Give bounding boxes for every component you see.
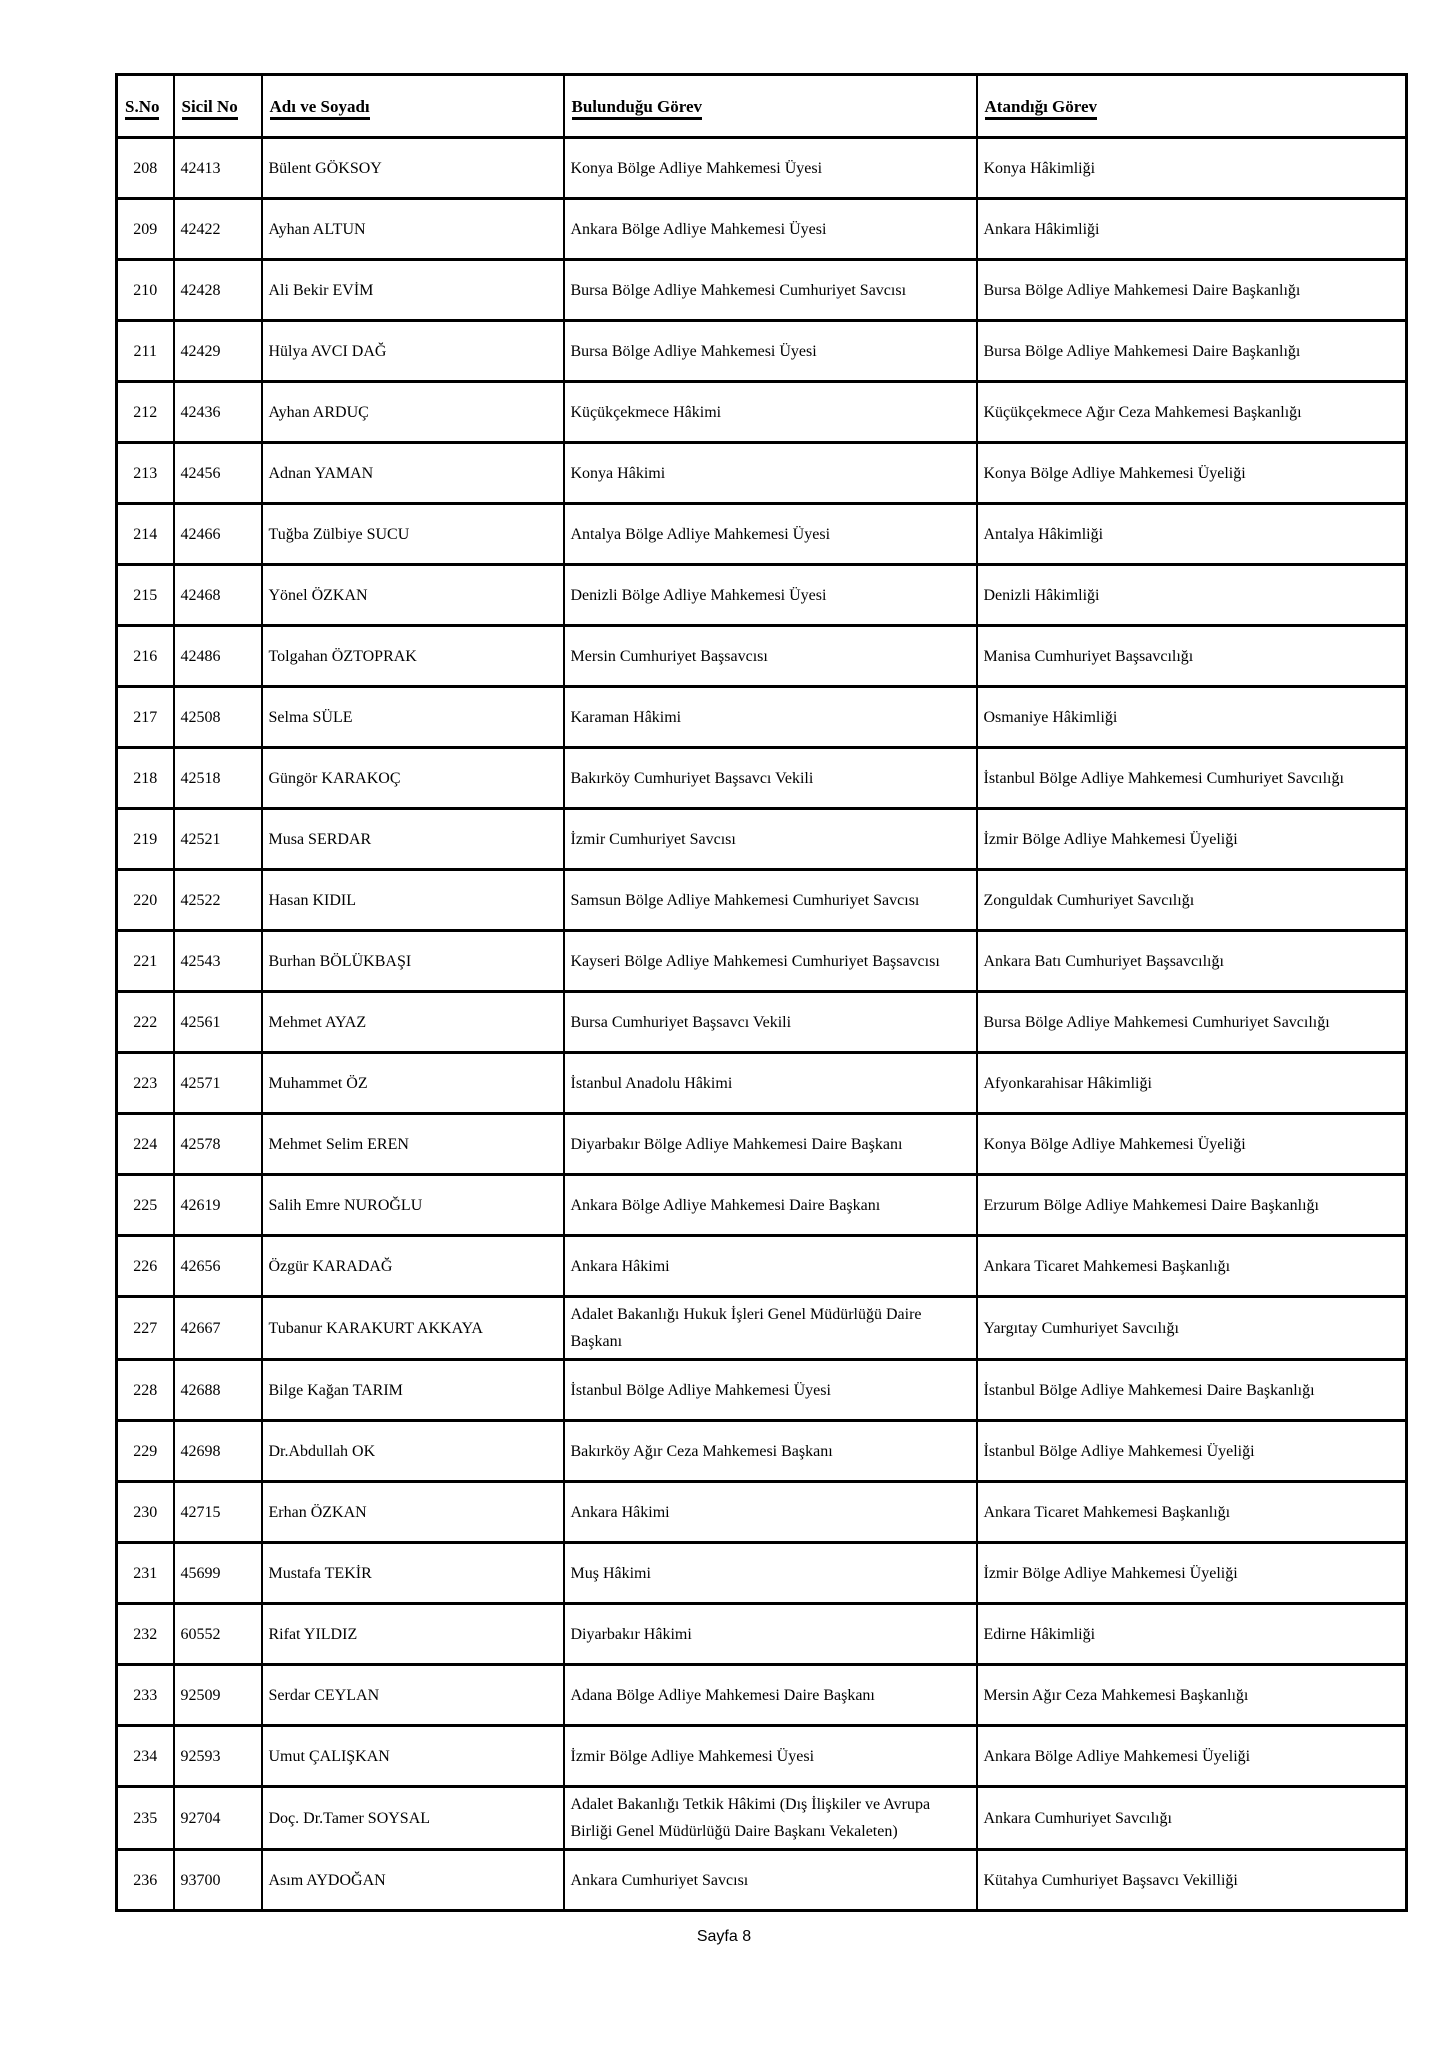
table-row [117, 1726, 1407, 1787]
cell-sno: 231 [117, 1543, 174, 1604]
table-row [117, 1360, 1407, 1421]
cell-sicil-no: 42422 [174, 199, 262, 260]
cell-sno: 222 [117, 992, 174, 1053]
table-row [117, 565, 1407, 626]
cell-assigned-post: Zonguldak Cumhuriyet Savcılığı [977, 870, 1407, 931]
table-row [117, 260, 1407, 321]
cell-sno: 226 [117, 1236, 174, 1297]
cell-assigned-post: Antalya Hâkimliği [977, 504, 1407, 565]
cell-sno: 208 [117, 138, 174, 199]
cell-assigned-post: Yargıtay Cumhuriyet Savcılığı [977, 1297, 1407, 1360]
table-row [117, 992, 1407, 1053]
cell-sicil-no: 42436 [174, 382, 262, 443]
cell-assigned-post: Mersin Ağır Ceza Mahkemesi Başkanlığı [977, 1665, 1407, 1726]
cell-sno: 229 [117, 1421, 174, 1482]
cell-name: Tuğba Zülbiye SUCU [262, 504, 564, 565]
cell-current-post: Ankara Bölge Adliye Mahkemesi Daire Başkanı [564, 1175, 977, 1236]
cell-sicil-no: 42522 [174, 870, 262, 931]
cell-sno: 212 [117, 382, 174, 443]
cell-sicil-no: 42468 [174, 565, 262, 626]
cell-current-post: Diyarbakır Hâkimi [564, 1604, 977, 1665]
column-header-sno [117, 75, 174, 138]
cell-name: Yönel ÖZKAN [262, 565, 564, 626]
cell-name: Umut ÇALIŞKAN [262, 1726, 564, 1787]
column-header-name [262, 75, 564, 138]
column-header-assigned-post-label: Atandığı Görev [985, 97, 1098, 120]
table-row [117, 1236, 1407, 1297]
cell-current-post: İzmir Cumhuriyet Savcısı [564, 809, 977, 870]
cell-assigned-post: Denizli Hâkimliği [977, 565, 1407, 626]
cell-assigned-post: Osmaniye Hâkimliği [977, 687, 1407, 748]
column-header-sicil-no [174, 75, 262, 138]
cell-current-post: Diyarbakır Bölge Adliye Mahkemesi Daire Başkanı [564, 1114, 977, 1175]
cell-name: Bülent GÖKSOY [262, 138, 564, 199]
cell-sno: 215 [117, 565, 174, 626]
cell-current-post: İstanbul Bölge Adliye Mahkemesi Üyesi [564, 1360, 977, 1421]
cell-sicil-no: 42428 [174, 260, 262, 321]
cell-current-post: Bakırköy Ağır Ceza Mahkemesi Başkanı [564, 1421, 977, 1482]
table-row [117, 1665, 1407, 1726]
cell-current-post: Ankara Hâkimi [564, 1482, 977, 1543]
cell-sicil-no: 42578 [174, 1114, 262, 1175]
table-row [117, 504, 1407, 565]
cell-sicil-no: 42486 [174, 626, 262, 687]
cell-sno: 223 [117, 1053, 174, 1114]
cell-assigned-post: Konya Bölge Adliye Mahkemesi Üyeliği [977, 1114, 1407, 1175]
table-row [117, 382, 1407, 443]
table-row [117, 870, 1407, 931]
cell-sno: 213 [117, 443, 174, 504]
cell-sicil-no: 42667 [174, 1297, 262, 1360]
cell-sicil-no: 42543 [174, 931, 262, 992]
cell-name: Tolgahan ÖZTOPRAK [262, 626, 564, 687]
cell-assigned-post: Ankara Ticaret Mahkemesi Başkanlığı [977, 1236, 1407, 1297]
cell-sicil-no: 42561 [174, 992, 262, 1053]
cell-current-post: Bakırköy Cumhuriyet Başsavcı Vekili [564, 748, 977, 809]
cell-assigned-post: Bursa Bölge Adliye Mahkemesi Daire Başkanlığı [977, 321, 1407, 382]
cell-name: Mehmet AYAZ [262, 992, 564, 1053]
cell-assigned-post: Küçükçekmece Ağır Ceza Mahkemesi Başkanlığı [977, 382, 1407, 443]
cell-sno: 224 [117, 1114, 174, 1175]
cell-sicil-no: 42413 [174, 138, 262, 199]
cell-sno: 227 [117, 1297, 174, 1360]
cell-sno: 220 [117, 870, 174, 931]
table-row [117, 1787, 1407, 1850]
cell-sicil-no: 42571 [174, 1053, 262, 1114]
cell-name: Güngör KARAKOÇ [262, 748, 564, 809]
cell-name: Rifat YILDIZ [262, 1604, 564, 1665]
cell-name: Asım AYDOĞAN [262, 1850, 564, 1911]
table-row [117, 138, 1407, 199]
cell-name: Hülya AVCI DAĞ [262, 321, 564, 382]
cell-sno: 216 [117, 626, 174, 687]
cell-assigned-post: Kütahya Cumhuriyet Başsavcı Vekilliği [977, 1850, 1407, 1911]
cell-sno: 228 [117, 1360, 174, 1421]
cell-assigned-post: İstanbul Bölge Adliye Mahkemesi Daire Başkanlığı [977, 1360, 1407, 1421]
cell-sicil-no: 42456 [174, 443, 262, 504]
cell-assigned-post: Konya Bölge Adliye Mahkemesi Üyeliği [977, 443, 1407, 504]
table-row [117, 1421, 1407, 1482]
cell-sno: 232 [117, 1604, 174, 1665]
cell-assigned-post: Ankara Batı Cumhuriyet Başsavcılığı [977, 931, 1407, 992]
cell-sicil-no: 42466 [174, 504, 262, 565]
cell-assigned-post: Afyonkarahisar Hâkimliği [977, 1053, 1407, 1114]
cell-name: Özgür KARADAĞ [262, 1236, 564, 1297]
cell-assigned-post: Bursa Bölge Adliye Mahkemesi Cumhuriyet Savcılığı [977, 992, 1407, 1053]
cell-sicil-no: 92593 [174, 1726, 262, 1787]
table-row [117, 1297, 1407, 1360]
cell-name: Dr.Abdullah OK [262, 1421, 564, 1482]
cell-sno: 221 [117, 931, 174, 992]
cell-sno: 211 [117, 321, 174, 382]
table-row [117, 809, 1407, 870]
cell-sicil-no: 92704 [174, 1787, 262, 1850]
cell-current-post: Ankara Bölge Adliye Mahkemesi Üyesi [564, 199, 977, 260]
column-header-current-post-label: Bulunduğu Görev [572, 97, 703, 120]
table-row [117, 1543, 1407, 1604]
cell-name: Adnan YAMAN [262, 443, 564, 504]
cell-name: Mehmet Selim EREN [262, 1114, 564, 1175]
table-row [117, 687, 1407, 748]
cell-current-post: Adalet Bakanlığı Tetkik Hâkimi (Dış İlişkiler ve Avrupa Birliği Genel Müdürlüğü Daire Başkanı Vekaleten) [564, 1787, 977, 1850]
cell-assigned-post: İstanbul Bölge Adliye Mahkemesi Üyeliği [977, 1421, 1407, 1482]
cell-sicil-no: 42688 [174, 1360, 262, 1421]
page-number: Sayfa 8 [696, 1928, 752, 1945]
cell-assigned-post: Manisa Cumhuriyet Başsavcılığı [977, 626, 1407, 687]
cell-current-post: Antalya Bölge Adliye Mahkemesi Üyesi [564, 504, 977, 565]
table-row [117, 931, 1407, 992]
table-row [117, 1114, 1407, 1175]
cell-name: Ali Bekir EVİM [262, 260, 564, 321]
table-row [117, 1604, 1407, 1665]
cell-sno: 235 [117, 1787, 174, 1850]
table-row [117, 321, 1407, 382]
cell-sno: 209 [117, 199, 174, 260]
cell-sicil-no: 42656 [174, 1236, 262, 1297]
cell-current-post: Samsun Bölge Adliye Mahkemesi Cumhuriyet Savcısı [564, 870, 977, 931]
cell-name: Selma SÜLE [262, 687, 564, 748]
cell-name: Tubanur KARAKURT AKKAYA [262, 1297, 564, 1360]
cell-name: Musa SERDAR [262, 809, 564, 870]
cell-assigned-post: Edirne Hâkimliği [977, 1604, 1407, 1665]
cell-current-post: Ankara Hâkimi [564, 1236, 977, 1297]
cell-sno: 234 [117, 1726, 174, 1787]
cell-name: Muhammet ÖZ [262, 1053, 564, 1114]
cell-sno: 218 [117, 748, 174, 809]
cell-name: Ayhan ARDUÇ [262, 382, 564, 443]
cell-assigned-post: İstanbul Bölge Adliye Mahkemesi Cumhuriyet Savcılığı [977, 748, 1407, 809]
table-row [117, 1053, 1407, 1114]
cell-assigned-post: Konya Hâkimliği [977, 138, 1407, 199]
cell-assigned-post: Ankara Ticaret Mahkemesi Başkanlığı [977, 1482, 1407, 1543]
cell-sicil-no: 42619 [174, 1175, 262, 1236]
cell-name: Erhan ÖZKAN [262, 1482, 564, 1543]
cell-assigned-post: Bursa Bölge Adliye Mahkemesi Daire Başkanlığı [977, 260, 1407, 321]
cell-current-post: Bursa Bölge Adliye Mahkemesi Cumhuriyet Savcısı [564, 260, 977, 321]
cell-assigned-post: İzmir Bölge Adliye Mahkemesi Üyeliği [977, 1543, 1407, 1604]
table-body [117, 138, 1407, 1911]
cell-sicil-no: 42521 [174, 809, 262, 870]
cell-sno: 230 [117, 1482, 174, 1543]
judicial-appointments-table [115, 73, 1408, 1912]
cell-current-post: Muş Hâkimi [564, 1543, 977, 1604]
table-row [117, 748, 1407, 809]
cell-current-post: Ankara Cumhuriyet Savcısı [564, 1850, 977, 1911]
table-row [117, 1175, 1407, 1236]
cell-assigned-post: Ankara Cumhuriyet Savcılığı [977, 1787, 1407, 1850]
cell-current-post: Adana Bölge Adliye Mahkemesi Daire Başkanı [564, 1665, 977, 1726]
cell-current-post: Konya Hâkimi [564, 443, 977, 504]
cell-current-post: Konya Bölge Adliye Mahkemesi Üyesi [564, 138, 977, 199]
cell-sicil-no: 93700 [174, 1850, 262, 1911]
cell-sno: 214 [117, 504, 174, 565]
cell-name: Bilge Kağan TARIM [262, 1360, 564, 1421]
cell-current-post: Karaman Hâkimi [564, 687, 977, 748]
cell-current-post: Adalet Bakanlığı Hukuk İşleri Genel Müdürlüğü Daire Başkanı [564, 1297, 977, 1360]
column-header-sno-label: S.No [125, 97, 159, 120]
cell-sicil-no: 42518 [174, 748, 262, 809]
cell-assigned-post: Ankara Bölge Adliye Mahkemesi Üyeliği [977, 1726, 1407, 1787]
cell-name: Burhan BÖLÜKBAŞI [262, 931, 564, 992]
cell-current-post: İstanbul Anadolu Hâkimi [564, 1053, 977, 1114]
document-page [115, 73, 1408, 1912]
cell-sno: 233 [117, 1665, 174, 1726]
table-row [117, 1850, 1407, 1911]
cell-current-post: Bursa Bölge Adliye Mahkemesi Üyesi [564, 321, 977, 382]
cell-name: Salih Emre NUROĞLU [262, 1175, 564, 1236]
column-header-sicil-no-label: Sicil No [182, 97, 238, 120]
cell-assigned-post: İzmir Bölge Adliye Mahkemesi Üyeliği [977, 809, 1407, 870]
table-header-row [117, 75, 1407, 138]
cell-current-post: Kayseri Bölge Adliye Mahkemesi Cumhuriyet Başsavcısı [564, 931, 977, 992]
cell-sno: 217 [117, 687, 174, 748]
column-header-name-label: Adı ve Soyadı [270, 97, 370, 120]
cell-sno: 225 [117, 1175, 174, 1236]
table-row [117, 443, 1407, 504]
cell-name: Hasan KIDIL [262, 870, 564, 931]
cell-sicil-no: 42715 [174, 1482, 262, 1543]
column-header-current-post [564, 75, 977, 138]
cell-current-post: İzmir Bölge Adliye Mahkemesi Üyesi [564, 1726, 977, 1787]
table-row [117, 199, 1407, 260]
cell-sicil-no: 42508 [174, 687, 262, 748]
cell-sicil-no: 42698 [174, 1421, 262, 1482]
cell-sicil-no: 92509 [174, 1665, 262, 1726]
column-header-assigned-post [977, 75, 1407, 138]
cell-sicil-no: 60552 [174, 1604, 262, 1665]
cell-assigned-post: Ankara Hâkimliği [977, 199, 1407, 260]
cell-current-post: Küçükçekmece Hâkimi [564, 382, 977, 443]
cell-sno: 210 [117, 260, 174, 321]
cell-sicil-no: 45699 [174, 1543, 262, 1604]
cell-name: Serdar CEYLAN [262, 1665, 564, 1726]
cell-current-post: Denizli Bölge Adliye Mahkemesi Üyesi [564, 565, 977, 626]
cell-name: Doç. Dr.Tamer SOYSAL [262, 1787, 564, 1850]
cell-current-post: Mersin Cumhuriyet Başsavcısı [564, 626, 977, 687]
cell-name: Mustafa TEKİR [262, 1543, 564, 1604]
cell-name: Ayhan ALTUN [262, 199, 564, 260]
cell-sno: 236 [117, 1850, 174, 1911]
table-row [117, 626, 1407, 687]
table-row [117, 1482, 1407, 1543]
cell-sno: 219 [117, 809, 174, 870]
cell-current-post: Bursa Cumhuriyet Başsavcı Vekili [564, 992, 977, 1053]
cell-sicil-no: 42429 [174, 321, 262, 382]
cell-assigned-post: Erzurum Bölge Adliye Mahkemesi Daire Başkanlığı [977, 1175, 1407, 1236]
